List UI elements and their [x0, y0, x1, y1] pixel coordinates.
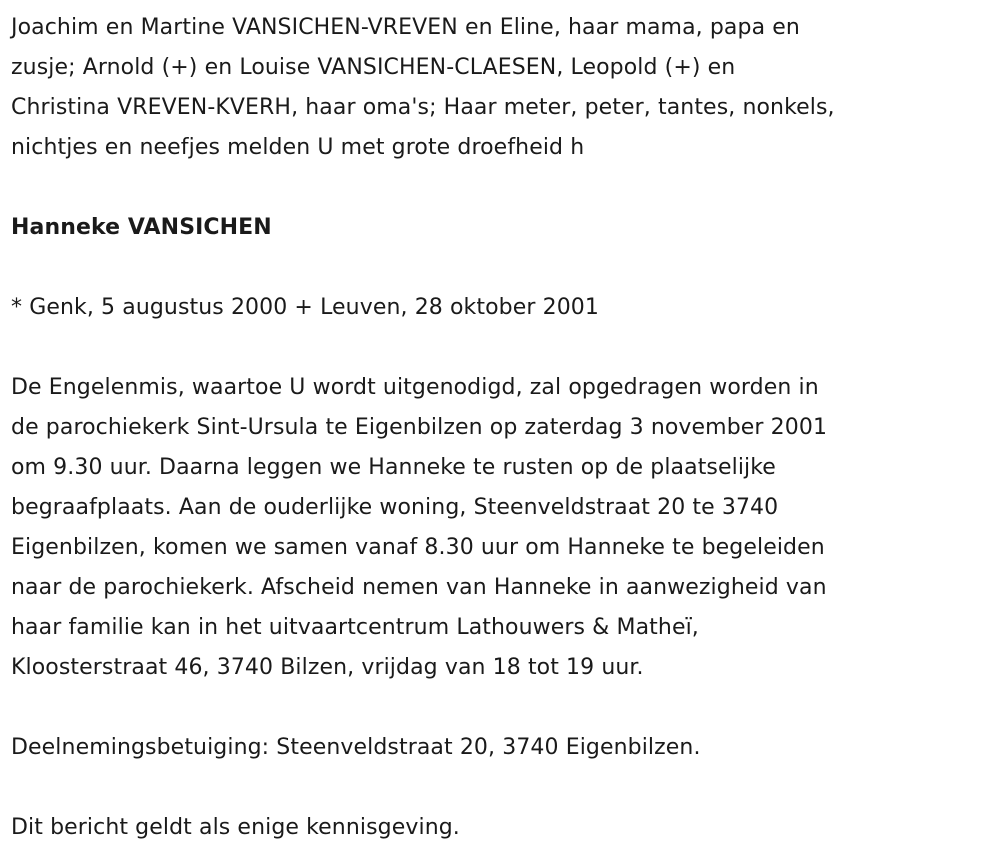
ceremony-paragraph — [11, 368, 1000, 688]
intro-paragraph — [11, 8, 1000, 168]
text-line: begraafplaats. Aan de ouderlijke woning, Steenveldstraat 20 te 3740 — [11, 495, 779, 520]
text-line: haar familie kan in het uitvaartcentrum Lathouwers & Matheï, — [11, 615, 699, 640]
text-line: Eigenbilzen, komen we samen vanaf 8.30 uur om Hanneke te begeleiden — [11, 535, 825, 560]
condolences-address: Deelnemingsbetuiging: Steenveldstraat 20, 3740 Eigenbilzen. — [11, 735, 701, 760]
text-line: zusje; Arnold (+) en Louise VANSICHEN-CLAESEN, Leopold (+) en — [11, 55, 736, 80]
text-line: naar de parochiekerk. Afscheid nemen van Hanneke in aanwezigheid van — [11, 575, 827, 600]
notice-text: Dit bericht geldt als enige kennisgeving. — [11, 815, 460, 840]
text-line: de parochiekerk Sint-Ursula te Eigenbilzen op zaterdag 3 november 2001 — [11, 415, 828, 440]
text-line: nichtjes en neefjes melden U met grote droefheid h — [11, 135, 585, 160]
text-line: Joachim en Martine VANSICHEN-VREVEN en Eline, haar mama, papa en — [11, 15, 800, 40]
birth-death-dates: * Genk, 5 augustus 2000 + Leuven, 28 oktober 2001 — [11, 295, 599, 320]
text-line: Kloosterstraat 46, 3740 Bilzen, vrijdag van 18 tot 19 uur. — [11, 655, 644, 680]
deceased-name: Hanneke VANSICHEN — [11, 215, 272, 240]
text-line: Christina VREVEN-KVERH, haar oma's; Haar meter, peter, tantes, nonkels, — [11, 95, 835, 120]
text-line: om 9.30 uur. Daarna leggen we Hanneke te rusten op de plaatselijke — [11, 455, 776, 480]
text-line: De Engelenmis, waartoe U wordt uitgenodigd, zal opgedragen worden in — [11, 375, 819, 400]
